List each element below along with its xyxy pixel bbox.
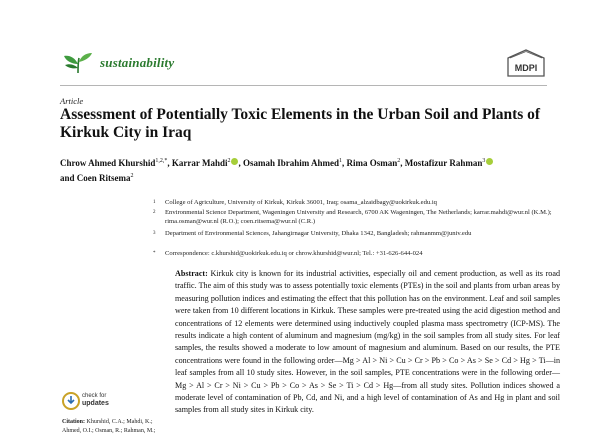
publisher-name: MDPI [514,63,538,73]
header-rule [60,85,547,86]
author[interactable]: Rima Osman$^2$ [346,158,401,168]
abstract-text: Kirkuk city is known for its industrial activities, especially oil and cement production, as well as its road traffic. The aim of this study was to assess potentially toxic elements (PTEs) in the soil and plants from urban areas by measuring pollution indices and estimating the effect that this pollution has on the environment. Leaf and soil samples were taken from 10 different locations in Kirkuk. These samples were pre-treated using the acid digestion method and concentrations of 12 elements were determined using inductively coupled plasma mass spectrometry (ICP-MS). The results indicate a high content of aluminum and magnesium (mg/kg) in the soil samples from all study sites. For leaf samples, the results showed a moderate to low amount of magnesium and aluminum. Based on our results, the PTE concentrations were found in the following order—Mg > Al > Ni > Cu > Cr > Pb > Co > As > Se > Cd > Hg > Ti—in leaf samples from all 10 study sites. However, in the soil samples, PTE concentrations were in the following order—Mg > Al > Cr > Ni > Cu > Pb > Co > As > Se > Ti > Cd > Hg—from all study sites. Pollution indices showed a moderate level of contamination of Pb, Cd, and Ni, and a high level of contamination of As and Hg in plant and soil samples from all study sites in Kirkuk city. [175,269,560,415]
author[interactable]: Mostafizur Rahman$^3$ [405,158,494,168]
article-type: Article [60,96,84,106]
paper-title: Assessment of Potentially Toxic Elements in the Urban Soil and Plants of Kirkuk City in Iraq [60,106,541,141]
journal-name: sustainability [100,55,175,70]
check-for-updates[interactable]: check for updates [82,393,109,407]
affiliation-correspondence: * Correspondence: c.khurshid@uokirkuk.edu.iq or chrow.khurshid@wur.nl; Tel.: +31-626-644-024 [153,250,423,257]
author[interactable]: Coen Ritsema$^2$ [76,173,134,183]
citation: Citation: Khurshid, C.A.; Mahdi, K.; Ahmed, O.I.; Osman, R.; Rahman, M.; [62,419,156,434]
author[interactable]: Osamah Ibrahim Ahmed$^1$ [242,158,342,168]
check-for-updates-icon[interactable] [62,392,80,410]
author[interactable]: Chrow Ahmed Khurshid$^{1,2,*}$ [60,158,168,168]
affiliation: 2 Environmental Science Department, Wageningen University and Research, 6700 AK Wageningen, The Netherlands; karrar.mahdi@wur.nl (K.M.); rima.osman@wur.nl (R.O.); coen.ritsema@wur.nl (C.R.) [153,209,552,225]
mdpi-logo-icon [507,49,545,77]
author-list: Chrow Ahmed Khurshid$^{1,2,*}$, Karrar Mahdi$^2$ , Osamah Ibrahim Ahmed$^1$, Rima Osman$^2$, Mostafizur Rahman$^3$ and Coen Ritsema$^2$ [60,155,560,185]
abstract-label: Abstract: [175,269,208,278]
author[interactable]: Karrar Mahdi$^2$ [172,158,239,168]
affiliation: 3 Department of Environmental Sciences, Jahangirnagar University, Dhaka 1342, Bangladesh; rahmanmm@juniv.edu [153,230,472,237]
orcid-icon[interactable] [486,158,493,165]
orcid-icon[interactable] [231,158,238,165]
journal-leaf-logo-icon [62,50,94,74]
abstract [175,268,560,417]
affiliation: 1 College of Agriculture, University of Kirkuk, Kirkuk 36001, Iraq; osama_alzaidbagy@uokirkuk.edu.iq [153,199,437,206]
